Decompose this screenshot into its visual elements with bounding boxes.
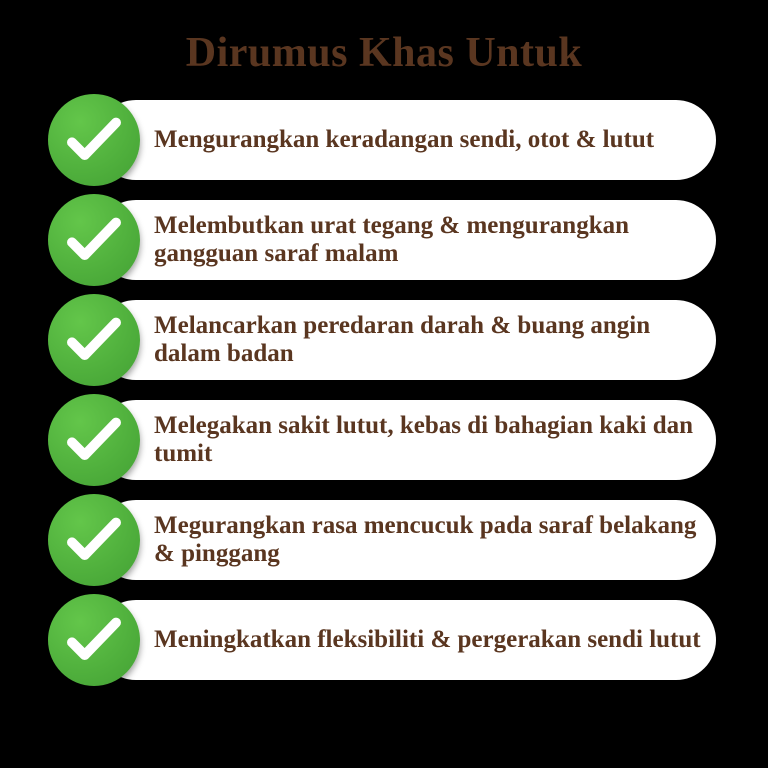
check-icon [48, 594, 140, 686]
list-item-label: Meningkatkan fleksibiliti & pergerakan sendi lutut [154, 625, 701, 653]
list-item [48, 496, 728, 584]
list-item [48, 596, 728, 684]
list-item [48, 396, 728, 484]
list-item-label: Megurangkan rasa mencucuk pada saraf belakang & pinggang [154, 511, 697, 568]
check-icon [48, 294, 140, 386]
list-item-label: Melancarkan peredaran darah & buang angin dalam badan [154, 311, 651, 368]
check-icon [48, 394, 140, 486]
check-icon [48, 494, 140, 586]
list-item-label: Mengurangkan keradangan sendi, otot & lutut [154, 125, 655, 153]
list-item [48, 196, 728, 284]
check-icon [48, 94, 140, 186]
list-item-label: Melegakan sakit lutut, kebas di bahagian kaki dan tumit [154, 411, 694, 468]
check-icon [48, 194, 140, 286]
list-item [48, 296, 728, 384]
benefits-list [0, 86, 768, 704]
list-item-label: Melembutkan urat tegang & mengurangkan gangguan saraf malam [154, 211, 630, 268]
page-title: Dirumus Khas Untuk [185, 30, 583, 76]
list-item [48, 96, 728, 184]
